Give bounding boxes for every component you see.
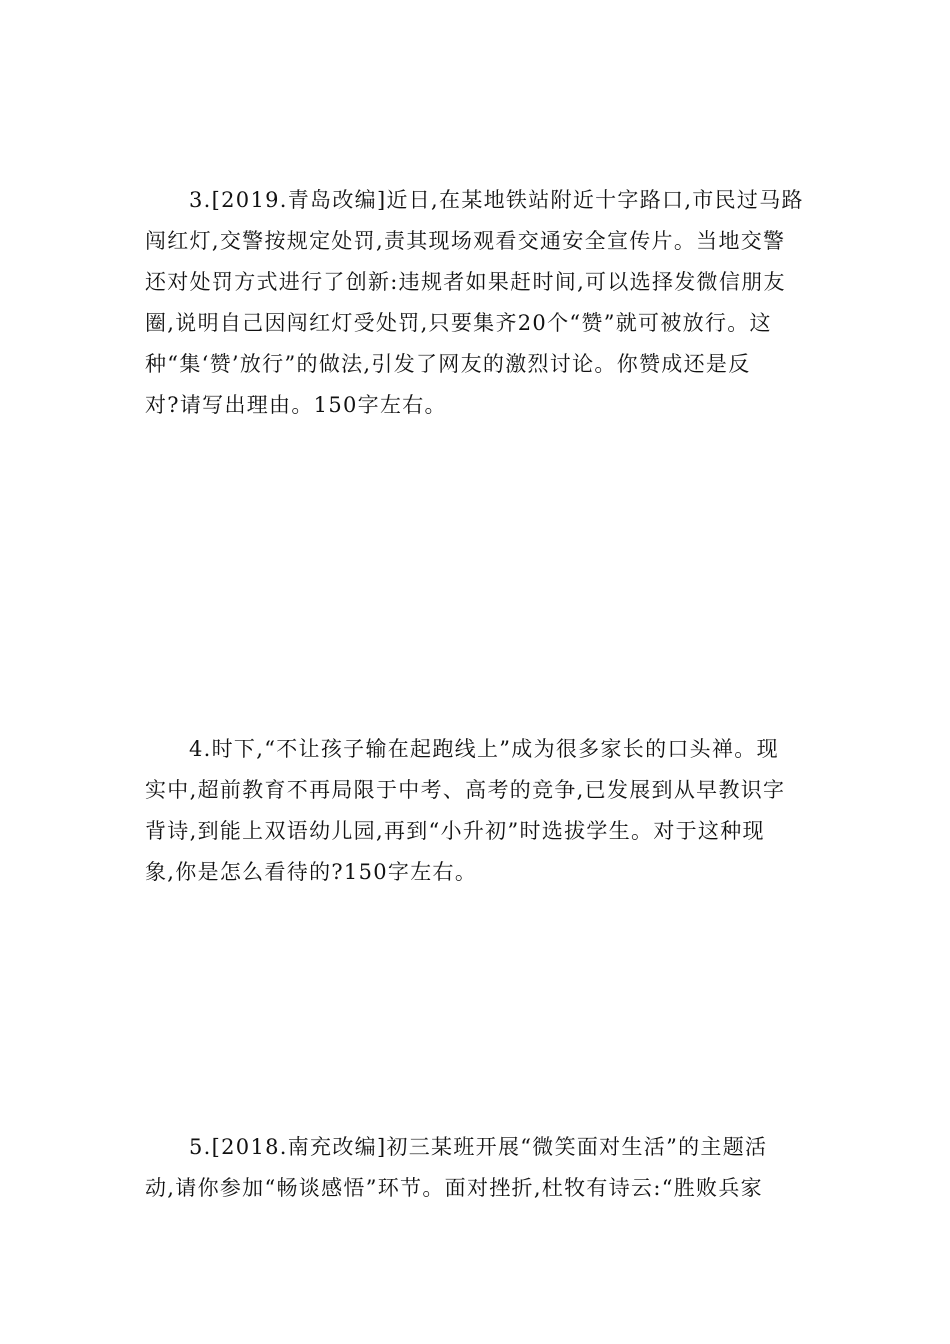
question-5-line-1: 5.[2018.南充改编]初三某班开展“微笑面对生活”的主题活 <box>189 1135 768 1159</box>
question-5-line-2: 动,请你参加“畅谈感悟”环节。面对挫折,杜牧有诗云:“胜败兵家 <box>145 1176 763 1200</box>
question-3-line-5: 种“集‘赞’放行”的做法,引发了网友的激烈讨论。你赞成还是反 <box>145 352 751 376</box>
question-3-line-4: 圈,说明自己因闯红灯受处罚,只要集齐20个“赞”就可被放行。这 <box>145 311 772 335</box>
question-5 <box>145 1127 810 1209</box>
question-3-line-2: 闯红灯,交警按规定处罚,责其现场观看交通安全宣传片。当地交警 <box>145 229 786 253</box>
question-4 <box>145 729 810 893</box>
question-3 <box>145 180 810 426</box>
question-4-line-2: 实中,超前教育不再局限于中考、高考的竞争,已发展到从早教识字 <box>145 778 786 802</box>
question-3-line-6: 对?请写出理由。150字左右。 <box>145 393 447 417</box>
question-3-line-3: 还对处罚方式进行了创新:违规者如果赶时间,可以选择发微信朋友 <box>145 270 786 294</box>
question-4-line-1: 4.时下,“不让孩子输在起跑线上”成为很多家长的口头禅。现 <box>189 737 779 761</box>
question-4-line-4: 象,你是怎么看待的?150字左右。 <box>145 860 478 884</box>
question-4-line-3: 背诗,到能上双语幼儿园,再到“小升初”时选拔学生。对于这种现 <box>145 819 765 843</box>
question-3-line-1: 3.[2019.青岛改编]近日,在某地铁站附近十字路口,市民过马路 <box>189 188 804 212</box>
